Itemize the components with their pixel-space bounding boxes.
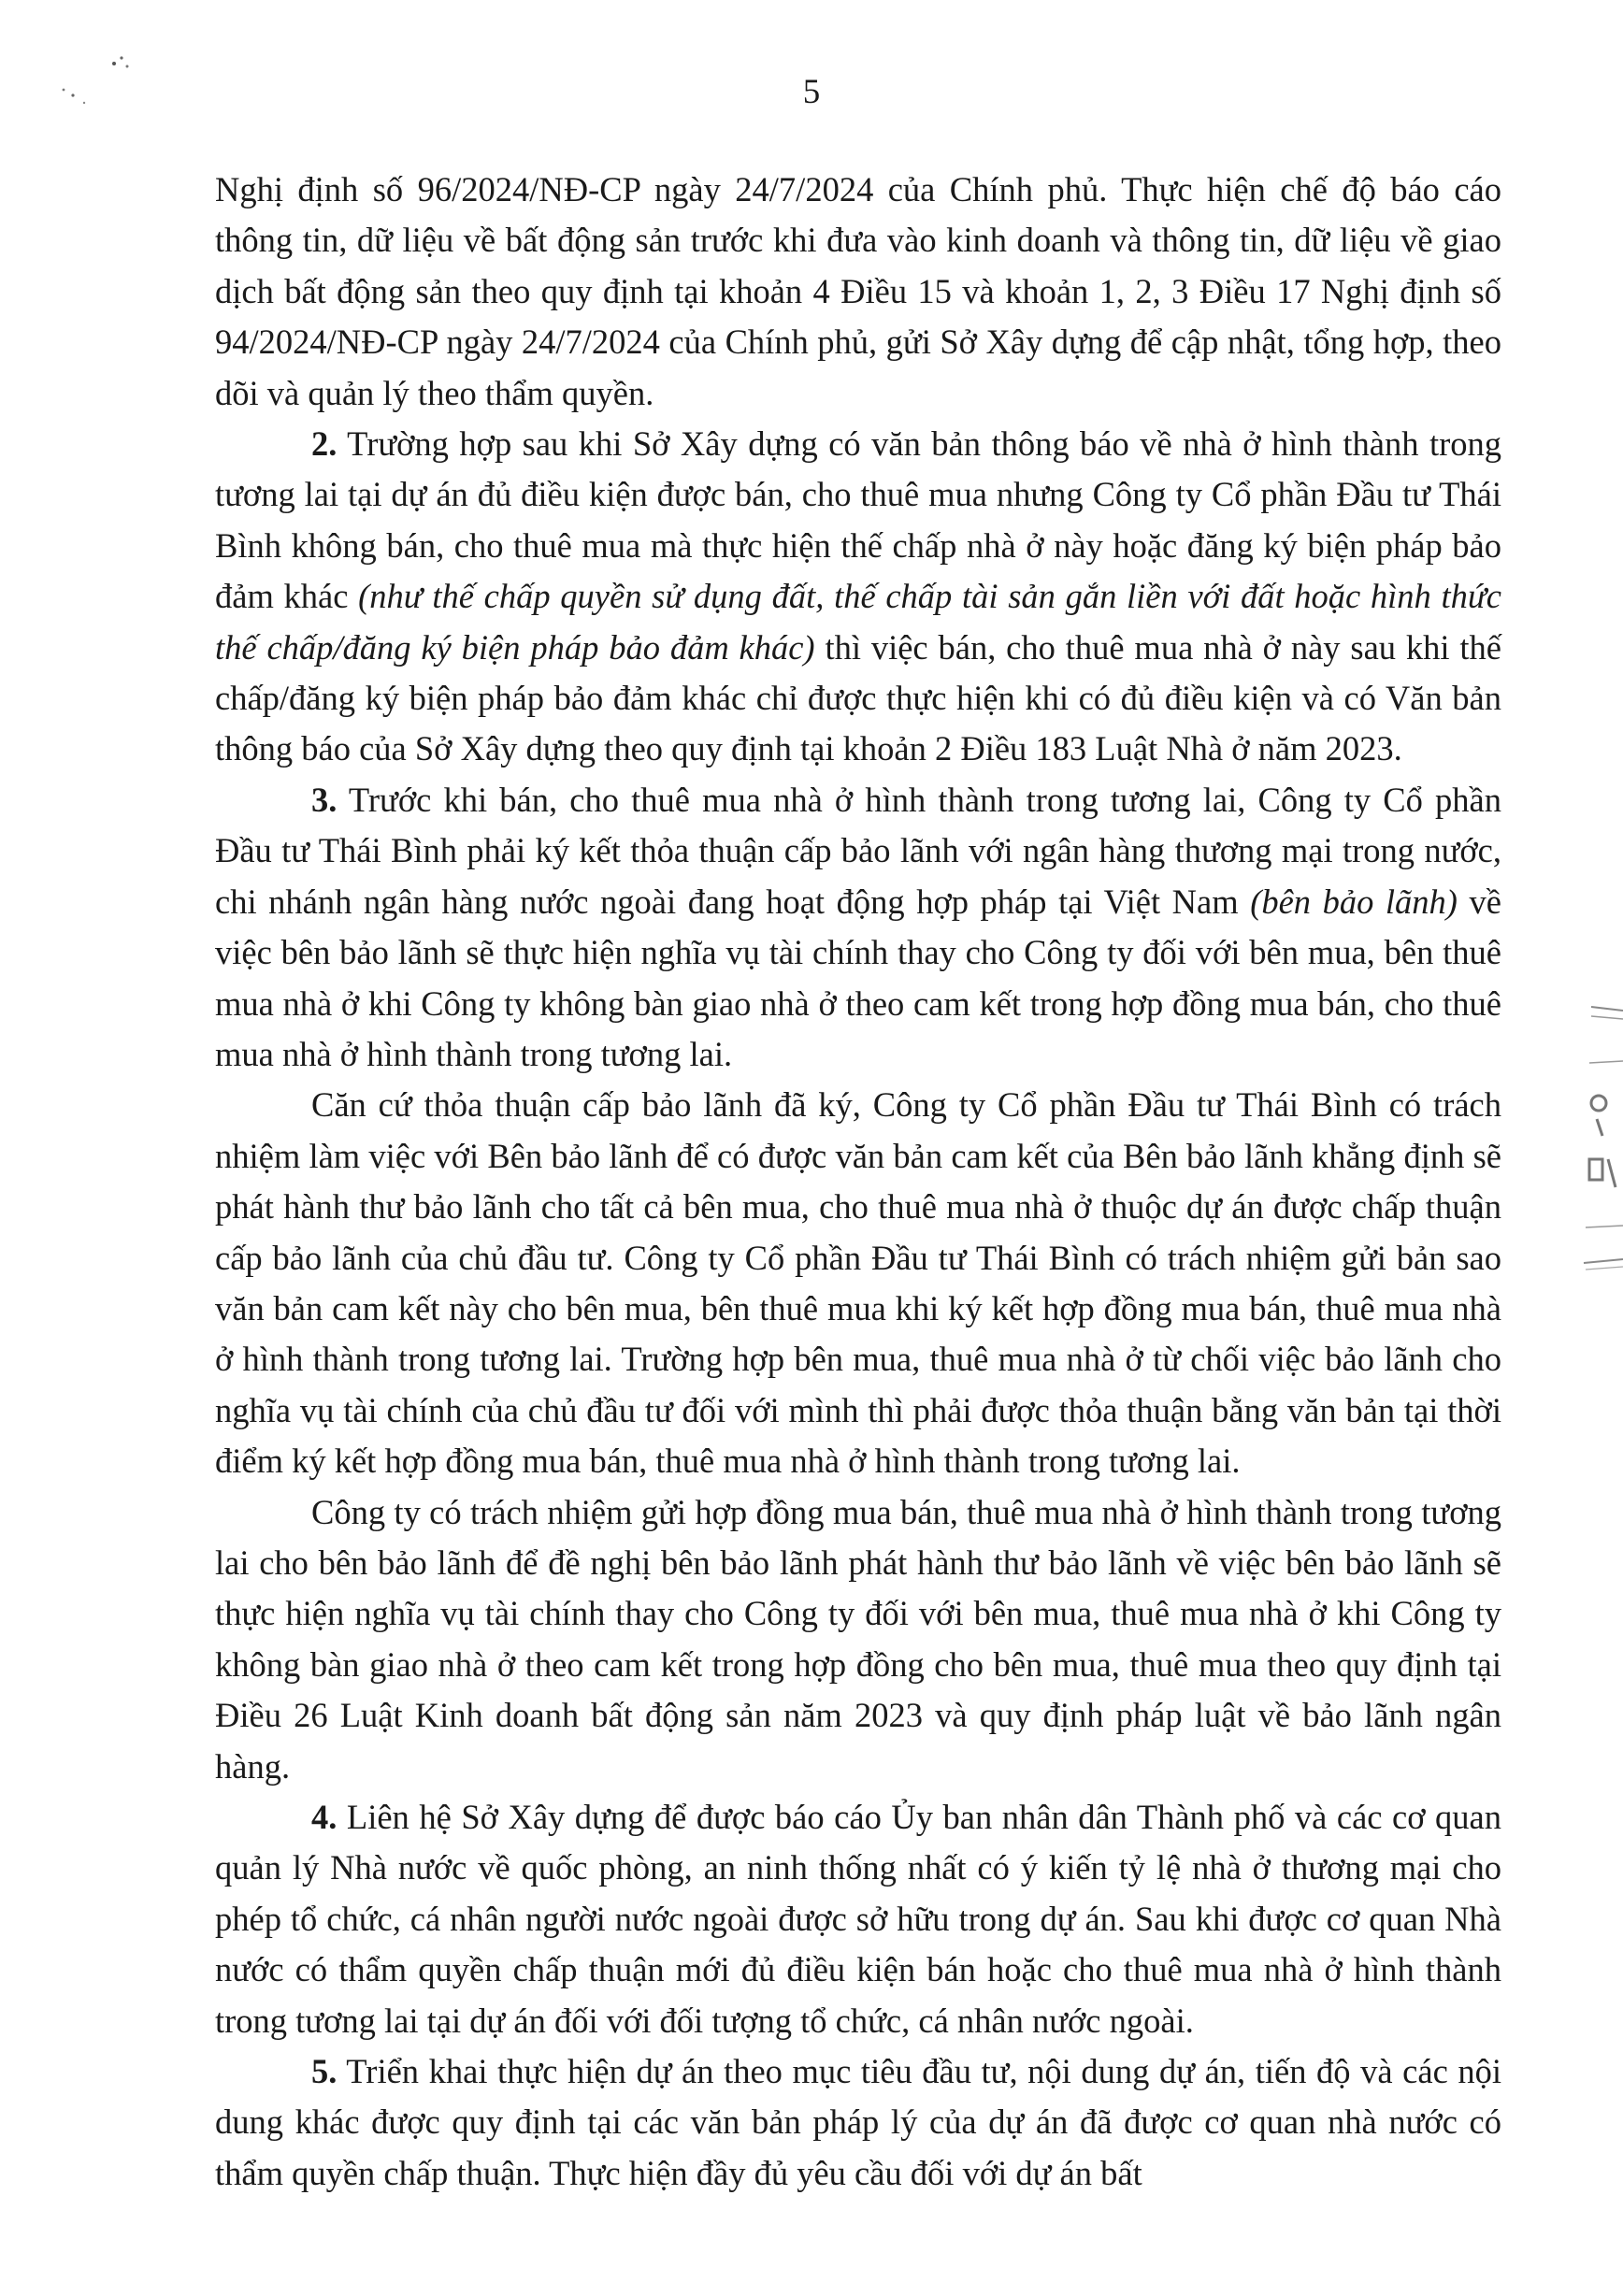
text-run: Nghị định số 96/2024/NĐ-CP ngày 24/7/2024 của Chính phủ. Thực hiện chế độ báo cáo thông tin, dữ liệu về bất động sản trước khi đưa vào kinh doanh và thông tin, dữ liệu về giao dịch bất động sản theo quy định tại khoản 4 Điều 15 và khoản 1, 2, 3 Điều 17 Nghị định số 94/2024/NĐ-CP ngày 24/7/2024 của Chính phủ, gửi Sở Xây dựng để cập nhật, tổng hợp, theo dõi và quản lý theo thẩm quyền. bbox=[215, 170, 1501, 412]
paragraph bbox=[215, 165, 1501, 419]
paragraph-item-4 bbox=[215, 1792, 1501, 2046]
page-number: 5 bbox=[802, 73, 821, 111]
item-number: 2. bbox=[311, 424, 338, 464]
text-run: Công ty có trách nhiệm gửi hợp đồng mua bán, thuê mua nhà ở hình thành trong tương lai cho bên bảo lãnh để đề nghị bên bảo lãnh phát hành thư bảo lãnh về việc bên bảo lãnh sẽ thực hiện nghĩa vụ tài chính thay cho Công ty đối với bên mua, thuê mua nhà ở khi Công ty không bàn giao nhà ở theo cam kết trong hợp đồng cho bên mua, thuê mua theo quy định tại Điều 26 Luật Kinh doanh bất động sản năm 2023 và quy định pháp luật về bảo lãnh ngân hàng. bbox=[215, 1492, 1501, 1786]
italic-note: (như thế chấp quyền sử dụng đất, thế chấp tài sản gắn liền với đất hoặc hình thức thế chấp/đăng ký biện pháp bảo đảm khác) bbox=[215, 577, 1501, 667]
text-run: Trường hợp sau khi Sở Xây dựng có văn bản thông báo về nhà ở hình thành trong tương lai tại dự án đủ điều kiện được bán, cho thuê mua nhưng Công ty Cổ phần Đầu tư Thái Bình không bán, cho thuê mua mà thực hiện thế chấp nhà ở này hoặc đăng ký biện pháp bảo đảm khác bbox=[215, 424, 1501, 616]
paragraph bbox=[215, 1080, 1501, 1486]
paragraph bbox=[215, 1487, 1501, 1792]
text-run: Trước khi bán, cho thuê mua nhà ở hình thành trong tương lai, Công ty Cổ phần Đầu tư Thái Bình phải ký kết thỏa thuận cấp bảo lãnh với ngân hàng thương mại trong nước, chi nhánh ngân hàng nước ngoài đang hoạt động hợp pháp tại Việt Nam bbox=[215, 780, 1501, 921]
paragraph-item-2 bbox=[215, 419, 1501, 775]
item-number: 5. bbox=[311, 2052, 338, 2091]
text-run: Liên hệ Sở Xây dựng để được báo cáo Ủy ban nhân dân Thành phố và các cơ quan quản lý Nhà nước về quốc phòng, an ninh thống nhất có ý kiến tỷ lệ nhà ở thương mại cho phép tổ chức, cá nhân người nước ngoài được sở hữu trong dự án. Sau khi được cơ quan Nhà nước có thẩm quyền chấp thuận mới đủ điều kiện bán hoặc cho thuê mua nhà ở hình thành trong tương lai tại dự án đối với đối tượng tổ chức, cá nhân nước ngoài. bbox=[215, 1798, 1501, 2040]
text-run: về việc bên bảo lãnh sẽ thực hiện nghĩa vụ tài chính thay cho Công ty đối với bên mua, bên thuê mua nhà ở khi Công ty không bàn giao nhà ở theo cam kết trong hợp đồng mua bán, cho thuê mua nhà ở hình thành trong tương lai. bbox=[215, 882, 1501, 1073]
text-run: Triển khai thực hiện dự án theo mục tiêu đầu tư, nội dung dự án, tiến độ và các nội dung khác được quy định tại các văn bản pháp lý của dự án đã được cơ quan nhà nước có thẩm quyền chấp thuận. Thực hiện đầy đủ yêu cầu đối với dự án bất bbox=[215, 2052, 1501, 2192]
document-body bbox=[215, 165, 1501, 2199]
paragraph-item-5 bbox=[215, 2046, 1501, 2199]
item-number: 4. bbox=[311, 1798, 338, 1836]
text-run: thì việc bán, cho thuê mua nhà ở này sau khi thế chấp/đăng ký biện pháp bảo đảm khác chỉ được thực hiện khi có đủ điều kiện và có Văn bản thông báo của Sở Xây dựng theo quy định tại khoản 2 Điều 183 Luật Nhà ở năm 2023. bbox=[215, 627, 1501, 768]
adjacent-page-stamp-fragment bbox=[1571, 1005, 1623, 1285]
paragraph-item-3 bbox=[215, 775, 1501, 1080]
text-run: Căn cứ thỏa thuận cấp bảo lãnh đã ký, Công ty Cổ phần Đầu tư Thái Bình có trách nhiệm làm việc với Bên bảo lãnh để có được văn bản cam kết của Bên bảo lãnh khẳng định sẽ phát hành thư bảo lãnh cho tất cả bên mua, cho thuê mua nhà ở thuộc dự án được chấp thuận cấp bảo lãnh của chủ đầu tư. Công ty Cổ phần Đầu tư Thái Bình có trách nhiệm gửi bản sao văn bản cam kết này cho bên mua, bên thuê mua khi ký kết hợp đồng mua bán, thuê mua nhà ở hình thành trong tương lai. Trường hợp bên mua, thuê mua nhà ở từ chối việc bảo lãnh cho nghĩa vụ tài chính của chủ đầu tư đối với mình thì phải được thỏa thuận bằng văn bản tại thời điểm ký kết hợp đồng mua bán, thuê mua nhà ở hình thành trong tương lai. bbox=[215, 1085, 1501, 1481]
item-number: 3. bbox=[311, 780, 338, 819]
italic-note: (bên bảo lãnh) bbox=[1250, 882, 1458, 921]
